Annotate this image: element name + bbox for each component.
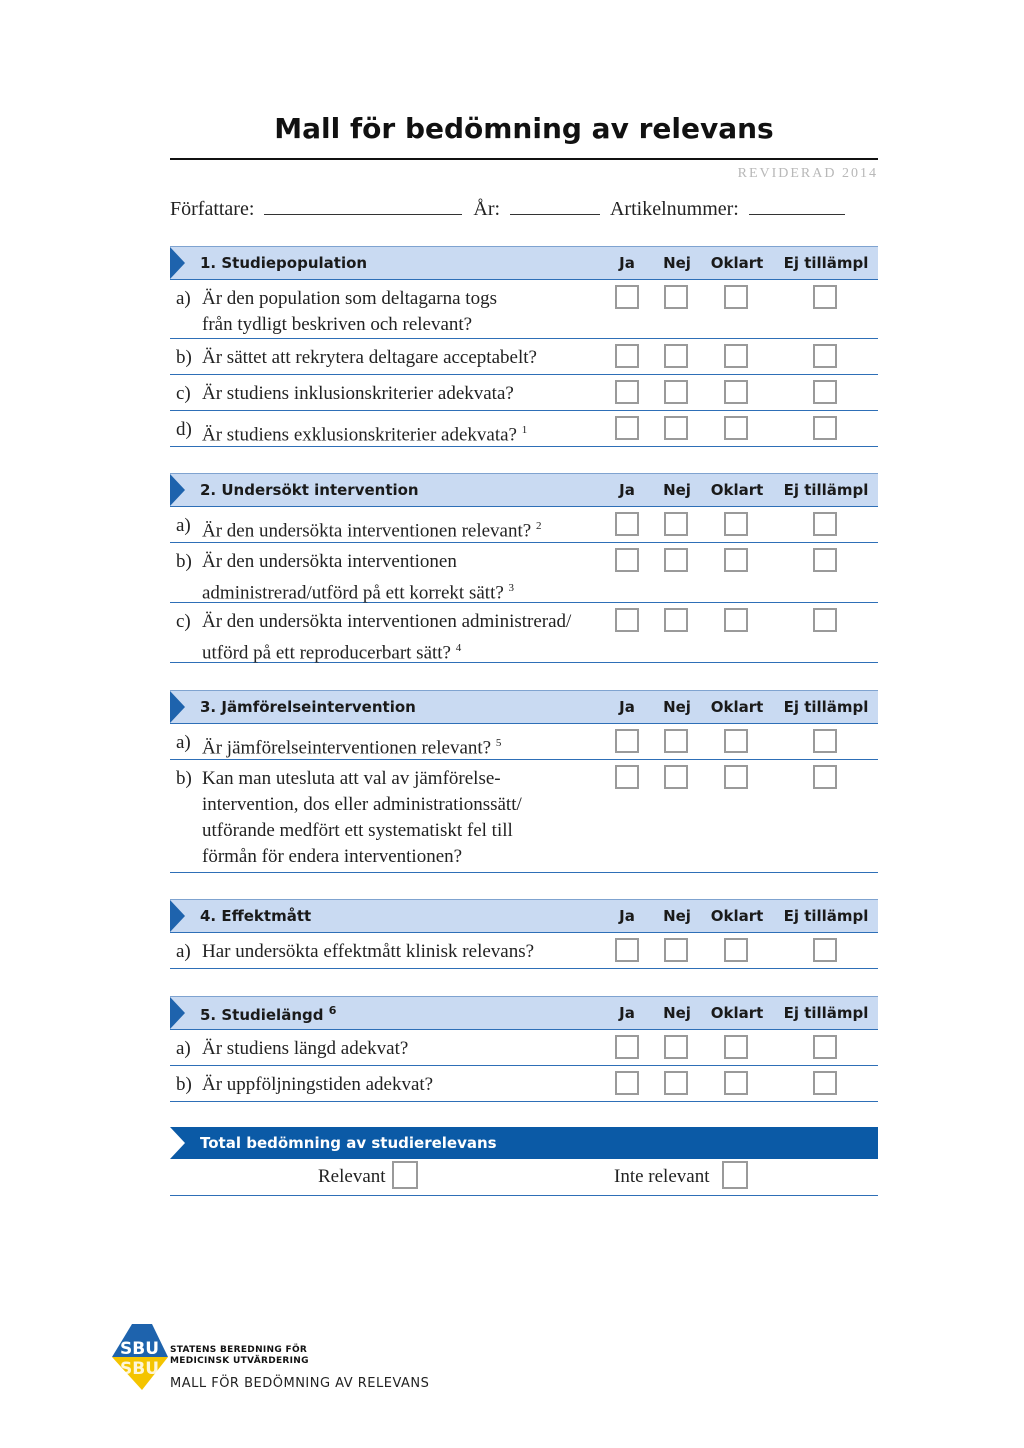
column-nej: Nej: [663, 907, 691, 925]
section-comparison: [170, 690, 878, 873]
checkbox-oklart[interactable]: [724, 1035, 748, 1059]
question-letter: a): [176, 515, 191, 536]
year-label: År:: [473, 198, 501, 220]
revision-label: REVIDERAD 2014: [737, 166, 878, 181]
checkbox-oklart[interactable]: [724, 729, 748, 753]
section-arrow-icon: [170, 474, 185, 506]
checkbox-ja[interactable]: [615, 729, 639, 753]
checkbox-ja[interactable]: [615, 380, 639, 404]
page-title: Mall för bedömning av relevans: [274, 112, 774, 145]
section-header: [170, 473, 878, 507]
question-row: [170, 760, 878, 873]
question-text-body: Är den undersökta interventionen relevant?: [202, 520, 532, 542]
checkbox-ja[interactable]: [615, 1035, 639, 1059]
checkbox-oklart[interactable]: [724, 938, 748, 962]
checkbox-ej-tillampl[interactable]: [813, 548, 837, 572]
checkbox-oklart[interactable]: [724, 608, 748, 632]
question-letter: a): [176, 941, 191, 962]
article-number-field[interactable]: [749, 198, 845, 215]
year-field[interactable]: [510, 198, 600, 215]
question-text: Är uppföljningstiden adekvat?: [202, 1074, 434, 1095]
section-header: [170, 899, 878, 933]
question-row: [170, 375, 878, 411]
author-label: Författare:: [170, 198, 255, 220]
question-text-body: Är studiens exklusionskriterier adekvata?: [202, 424, 517, 446]
question-text: [202, 609, 602, 666]
section-title: 2. Undersökt intervention: [200, 481, 419, 499]
article-number-label: Artikelnummer:: [609, 198, 739, 220]
checkbox-oklart[interactable]: [724, 512, 748, 536]
question-letter: a): [176, 1038, 191, 1059]
question-row: [170, 724, 878, 760]
checkbox-ja[interactable]: [615, 548, 639, 572]
column-nej: Nej: [663, 698, 691, 716]
checkbox-ej-tillampl[interactable]: [813, 729, 837, 753]
column-ej-tillampl: Ej tillämpl: [783, 698, 869, 716]
question-text-body: Är jämförelseinterventionen relevant?: [202, 737, 492, 759]
question-letter: a): [176, 732, 191, 753]
section-arrow-icon: [170, 900, 185, 932]
question-letter: b): [176, 551, 192, 572]
section-arrow-icon: [170, 691, 185, 723]
section-title-text: 5. Studielängd: [200, 1006, 324, 1024]
checkbox-nej[interactable]: [664, 416, 688, 440]
column-nej: Nej: [663, 1004, 691, 1022]
logo-text: SBU: [120, 1339, 160, 1359]
column-oklart: Oklart: [710, 907, 764, 925]
checkbox-ja[interactable]: [615, 1071, 639, 1095]
question-text-body: Är den undersökta interventionen administrerad/utförd på ett korrekt sätt?: [202, 551, 504, 604]
question-text: [202, 513, 602, 544]
footnote-ref: 3: [508, 582, 515, 594]
checkbox-nej[interactable]: [664, 344, 688, 368]
question-letter: d): [176, 419, 192, 440]
question-row: [170, 1030, 878, 1066]
checkbox-oklart[interactable]: [724, 1071, 748, 1095]
column-oklart: Oklart: [710, 254, 764, 272]
question-row: [170, 339, 878, 375]
organization-name: [170, 1345, 309, 1367]
column-ej-tillampl: Ej tillämpl: [783, 907, 869, 925]
column-oklart: Oklart: [710, 481, 764, 499]
column-ej-tillampl: Ej tillämpl: [783, 481, 869, 499]
question-text: Kan man utesluta att val av jämförelse-intervention, dos eller administrationssätt/ utförande medfört ett systematiskt fel till förmån för endera interventionen?: [202, 768, 522, 867]
total-assessment: [170, 1127, 878, 1196]
footnote-ref: 6: [328, 1004, 337, 1017]
checkbox-nej[interactable]: [664, 938, 688, 962]
checkbox-ej-tillampl[interactable]: [813, 285, 837, 309]
checkbox-nej[interactable]: [664, 512, 688, 536]
section-arrow-icon: [170, 247, 185, 279]
checkbox-nej[interactable]: [664, 765, 688, 789]
checkbox-ja[interactable]: [615, 285, 639, 309]
question-letter: b): [176, 1074, 192, 1095]
column-ja: Ja: [619, 907, 635, 925]
total-result-row: [170, 1159, 878, 1196]
section-study-length: [170, 996, 878, 1102]
section-header: [170, 246, 878, 280]
question-row: [170, 603, 878, 663]
relevant-label: Relevant: [318, 1166, 386, 1187]
checkbox-ja[interactable]: [615, 344, 639, 368]
checkbox-ja[interactable]: [615, 512, 639, 536]
metadata-line: [170, 198, 878, 221]
checkbox-oklart[interactable]: [724, 285, 748, 309]
organization-line-1: STATENS BEREDNING FÖR: [170, 1345, 308, 1355]
question-row: [170, 933, 878, 969]
relevant-checkbox[interactable]: [392, 1161, 418, 1189]
question-text: [202, 730, 602, 761]
sbu-logo-icon: [112, 1324, 168, 1390]
footnote-ref: 1: [521, 424, 528, 436]
checkbox-ej-tillampl[interactable]: [813, 1071, 837, 1095]
checkbox-ja[interactable]: [615, 608, 639, 632]
question-letter: a): [176, 288, 191, 309]
checkbox-nej[interactable]: [664, 1071, 688, 1095]
total-header: [170, 1127, 878, 1159]
footnote-ref: 2: [535, 520, 542, 532]
question-row: [170, 411, 878, 447]
checkbox-ej-tillampl[interactable]: [813, 380, 837, 404]
checkbox-ej-tillampl[interactable]: [813, 608, 837, 632]
section-arrow-icon: [170, 997, 185, 1029]
column-ja: Ja: [619, 1004, 635, 1022]
column-nej: Nej: [663, 254, 691, 272]
checkbox-nej[interactable]: [664, 729, 688, 753]
question-text: Är studiens inklusionskriterier adekvata?: [202, 383, 514, 404]
column-ja: Ja: [619, 481, 635, 499]
section-arrow-icon: [170, 1127, 185, 1159]
question-text: Är studiens längd adekvat?: [202, 1038, 409, 1059]
checkbox-ej-tillampl[interactable]: [813, 512, 837, 536]
checkbox-ej-tillampl[interactable]: [813, 416, 837, 440]
checkbox-ej-tillampl[interactable]: [813, 938, 837, 962]
checkbox-nej[interactable]: [664, 1035, 688, 1059]
section-study-population: [170, 246, 878, 447]
question-row: [170, 1066, 878, 1102]
section-header: [170, 690, 878, 724]
checkbox-nej[interactable]: [664, 380, 688, 404]
column-nej: Nej: [663, 481, 691, 499]
section-title: 4. Effektmått: [200, 907, 312, 925]
checkbox-oklart[interactable]: [724, 548, 748, 572]
checkbox-ej-tillampl[interactable]: [813, 765, 837, 789]
checkbox-ej-tillampl[interactable]: [813, 344, 837, 368]
footnote-ref: 5: [495, 737, 502, 749]
column-ej-tillampl: Ej tillämpl: [783, 254, 869, 272]
checkbox-nej[interactable]: [664, 548, 688, 572]
checkbox-ja[interactable]: [615, 938, 639, 962]
checkbox-oklart[interactable]: [724, 765, 748, 789]
question-letter: b): [176, 347, 192, 368]
checkbox-oklart[interactable]: [724, 344, 748, 368]
question-row: [170, 507, 878, 543]
checkbox-oklart[interactable]: [724, 380, 748, 404]
footer-document-title: MALL FÖR BEDÖMNING AV RELEVANS: [170, 1376, 430, 1391]
column-ej-tillampl: Ej tillämpl: [783, 1004, 869, 1022]
question-letter: c): [176, 611, 191, 632]
section-title: 1. Studiepopulation: [200, 254, 368, 272]
title-divider: [170, 158, 878, 160]
question-text-body: Är den undersökta interventionen administrerad/ utförd på ett reproducerbart sätt?: [202, 611, 572, 664]
question-letter: c): [176, 383, 191, 404]
question-text: [202, 417, 602, 448]
total-title: Total bedömning av studierelevans: [200, 1134, 497, 1152]
question-text: Är den population som deltagarna togs från tydligt beskriven och relevant?: [202, 288, 497, 335]
section-outcome-measures: [170, 899, 878, 969]
column-oklart: Oklart: [710, 1004, 764, 1022]
question-letter: b): [176, 768, 192, 789]
checkbox-ja[interactable]: [615, 416, 639, 440]
footnote-ref: 4: [455, 642, 462, 654]
checkbox-nej[interactable]: [664, 285, 688, 309]
question-text: [202, 549, 532, 606]
not-relevant-label: Inte relevant: [614, 1166, 710, 1187]
column-ja: Ja: [619, 254, 635, 272]
checkbox-ej-tillampl[interactable]: [813, 1035, 837, 1059]
question-row: [170, 280, 878, 339]
section-intervention: [170, 473, 878, 663]
checkbox-ja[interactable]: [615, 765, 639, 789]
logo-text-reflection: SBU: [120, 1359, 160, 1379]
question-text: Är sättet att rekrytera deltagare acceptabelt?: [202, 347, 537, 368]
question-text: Har undersökta effektmått klinisk relevans?: [202, 941, 535, 962]
section-header: [170, 996, 878, 1030]
section-title: 3. Jämförelseintervention: [200, 698, 416, 716]
column-ja: Ja: [619, 698, 635, 716]
not-relevant-checkbox[interactable]: [722, 1161, 748, 1189]
organization-line-2: MEDICINSK UTVÄRDERING: [170, 1356, 309, 1366]
author-field[interactable]: [264, 198, 462, 215]
section-title: [200, 1004, 336, 1024]
checkbox-nej[interactable]: [664, 608, 688, 632]
question-row: [170, 543, 878, 603]
column-oklart: Oklart: [710, 698, 764, 716]
checkbox-oklart[interactable]: [724, 416, 748, 440]
